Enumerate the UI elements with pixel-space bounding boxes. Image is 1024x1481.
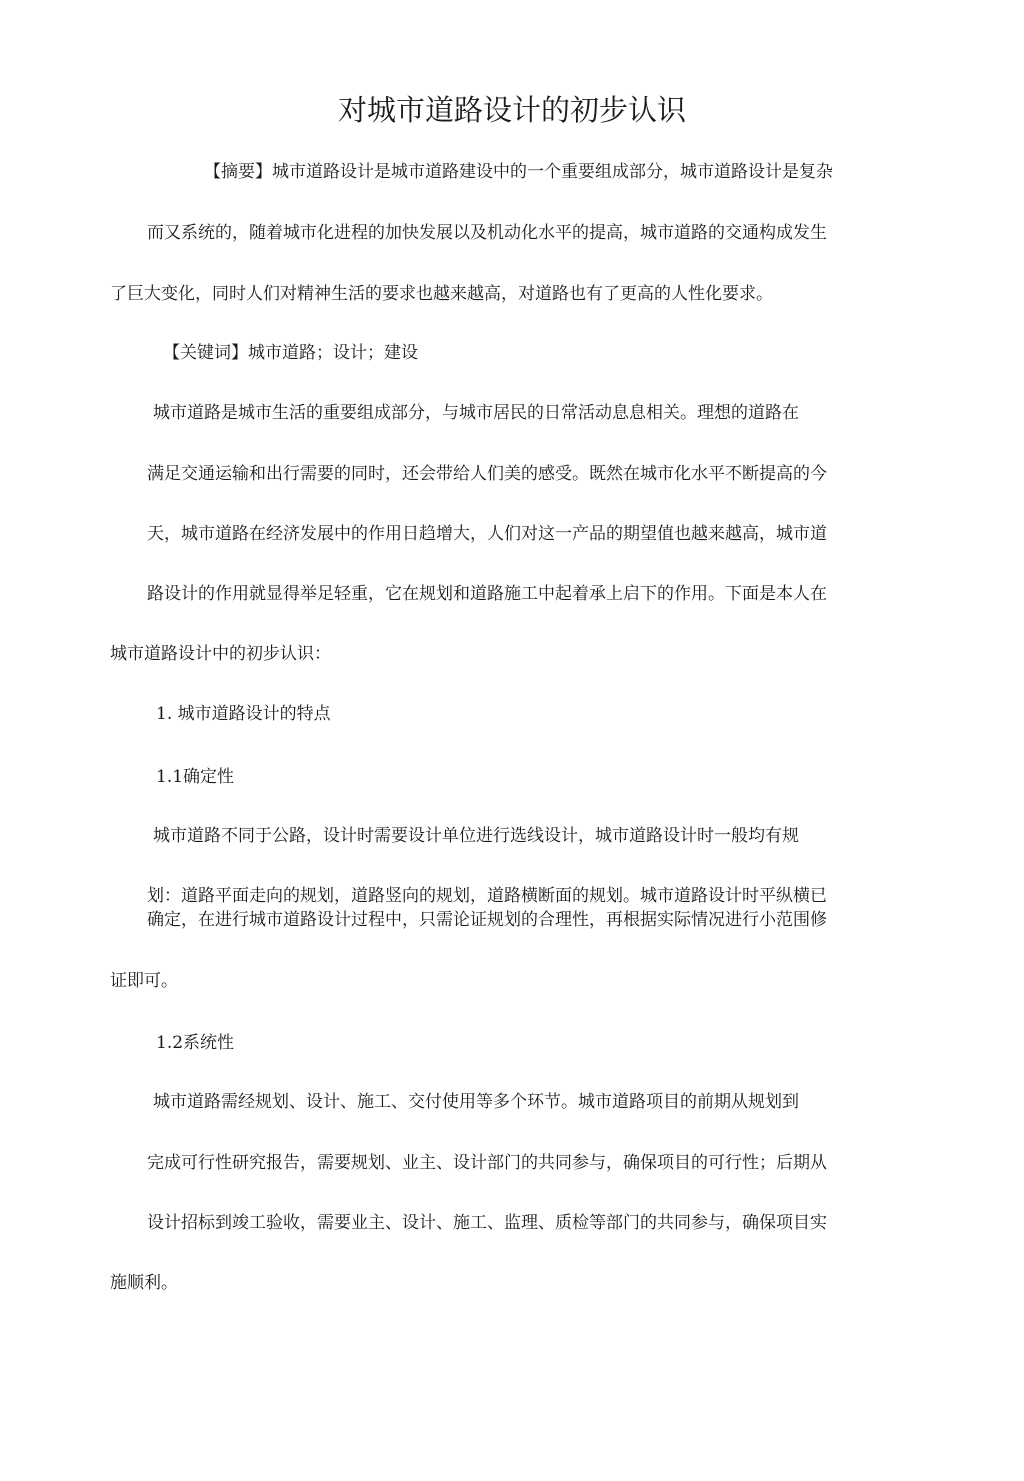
paragraph-line: 证即可。 xyxy=(110,971,178,991)
abstract-line: 【摘要】城市道路设计是城市道路建设中的一个重要组成部分，城市道路设计是复杂 xyxy=(204,162,833,182)
abstract-line: 而又系统的，随着城市化进程的加快发展以及机动化水平的提高，城市道路的交通构成发生 xyxy=(147,223,827,243)
section-heading: 1. 城市道路设计的特点 xyxy=(156,704,331,724)
paragraph-line: 设计招标到竣工验收，需要业主、设计、施工、监理、质检等部门的共同参与，确保项目实 xyxy=(147,1213,827,1233)
subsection-heading: 1.1确定性 xyxy=(156,767,235,787)
intro-line: 城市道路设计中的初步认识： xyxy=(110,644,331,664)
intro-line: 满足交通运输和出行需要的同时，还会带给人们美的感受。既然在城市化水平不断提高的今 xyxy=(147,464,827,484)
intro-line: 城市道路是城市生活的重要组成部分，与城市居民的日常活动息息相关。理想的道路在 xyxy=(153,403,799,423)
paragraph-line: 确定，在进行城市道路设计过程中，只需论证规划的合理性，再根据实际情况进行小范围修 xyxy=(147,910,827,930)
paragraph-line: 城市道路不同于公路，设计时需要设计单位进行选线设计，城市道路设计时一般均有规 xyxy=(153,826,799,846)
subsection-heading: 1.2系统性 xyxy=(156,1033,235,1053)
paragraph-line: 划：道路平面走向的规划，道路竖向的规划，道路横断面的规划。城市道路设计时平纵横已 xyxy=(147,886,827,906)
paragraph-line: 完成可行性研究报告，需要规划、业主、设计部门的共同参与，确保项目的可行性；后期从 xyxy=(147,1153,827,1173)
abstract-line: 了巨大变化，同时人们对精神生活的要求也越来越高，对道路也有了更高的人性化要求。 xyxy=(110,284,773,304)
keywords-line: 【关键词】城市道路；设计；建设 xyxy=(163,343,418,363)
paragraph-line: 施顺利。 xyxy=(110,1273,178,1293)
paragraph-line: 城市道路需经规划、设计、施工、交付使用等多个环节。城市道路项目的前期从规划到 xyxy=(153,1092,799,1112)
intro-line: 天，城市道路在经济发展中的作用日趋增大，人们对这一产品的期望值也越来越高，城市道 xyxy=(147,524,827,544)
intro-line: 路设计的作用就显得举足轻重，它在规划和道路施工中起着承上启下的作用。下面是本人在 xyxy=(147,584,827,604)
document-title: 对城市道路设计的初步认识 xyxy=(337,93,686,127)
